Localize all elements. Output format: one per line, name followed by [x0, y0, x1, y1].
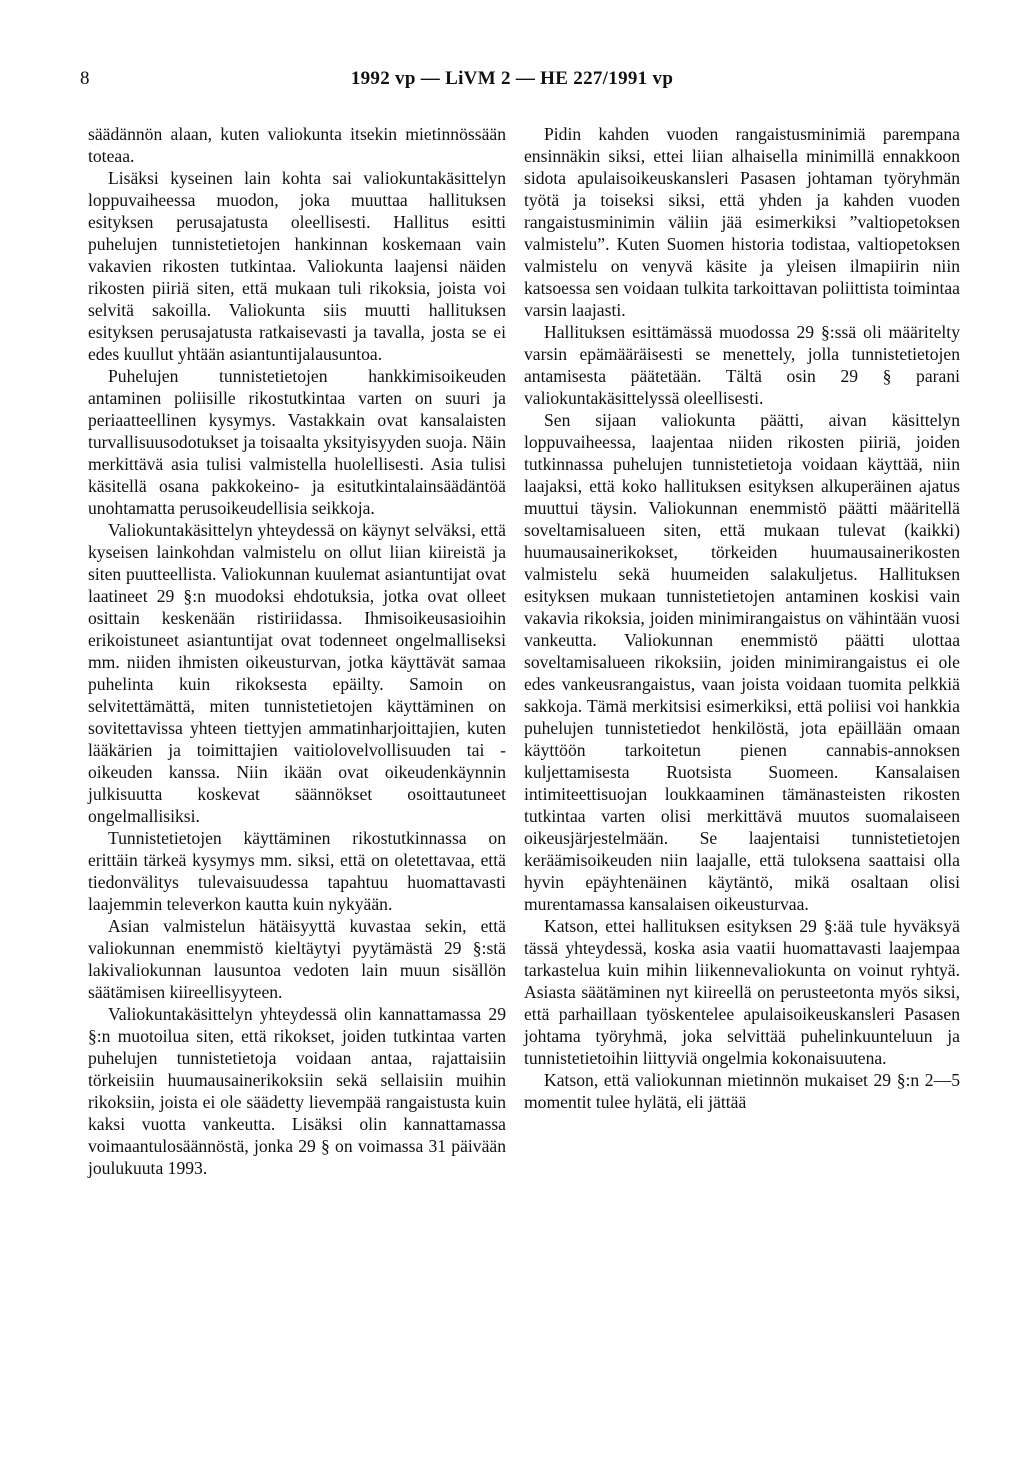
left-column	[88, 123, 506, 1179]
paragraph: Katson, ettei hallituksen esityksen 29 §:ää tule hyväksyä tässä yhteydessä, koska asia vaatii huomattavasti laajempaa tarkastelua kuin mihin liikennevaliokunta on voinut ryhtyä. Asiasta säätäminen nyt kiireellä on perusteetonta myös siksi, että parhaillaan työskentelee apulaisoikeuskansleri Pasasen johtama työryhmä, joka selvittää puhelinkuunteluun ja tunnistetietoihin liittyviä ongelmia kokonaisuutena.	[524, 916, 960, 1068]
paragraph: Sen sijaan valiokunta päätti, aivan käsittelyn loppuvaiheessa, laajentaa niiden rikosten piiriä, joiden tutkinnassa puhelujen tunnistetietoja voidaan käyttää, niin laajaksi, että koko hallituksen esityksen alkuperäinen ajatus muuttui täysin. Valiokunnan enemmistö päätti määritellä soveltamisalueen siten, että mukaan tulevat (kaikki) huumausainerikokset, törkeiden huumausainerikosten valmistelu sekä huumeiden salakuljetus. Hallituksen esityksen mukaan tunnistetietojen antaminen koskisi vain vakavia rikoksia, joiden minimirangaistus on vähintään vuosi vankeutta. Valiokunnan enemmistö päätti ulottaa soveltamisalueen rikoksiin, joiden minimirangaistus ei ole edes vankeusrangaistus, vaan joista voidaan tuomita pelkkiä sakkoja. Tämä merkitsisi esimerkiksi, että poliisi voi hankkia puhelujen tunnistetiedot henkilöstä, jota epäillään omaan käyttöön tarkoitetun pienen cannabis-annoksen kuljettamisesta Ruotsista Suomeen. Kansalaisen intimiteettisuojan loukkaaminen tämänasteisten rikosten tutkintaa varten olisi merkittävä muutos suomalaiseen oikeusjärjestelmään. Se laajentaisi tunnistetietojen keräämisoikeuden niin laajalle, että tuloksena saattaisi olla hyvin epäyhtenäinen käytäntö, mikä osaltaan olisi murentamassa kansalaisen oikeusturvaa.	[524, 410, 960, 914]
page-number: 8	[80, 68, 90, 89]
paragraph: Katson, että valiokunnan mietinnön mukaiset 29 §:n 2—5 momentit tulee hylätä, eli jättää	[524, 1070, 960, 1112]
paragraph: Valiokuntakäsittelyn yhteydessä olin kannattamassa 29 §:n muotoilua siten, että rikokset, joiden tutkintaa varten puhelujen tunnistetietoja voidaan antaa, rajattaisiin törkeisiin huumausainerikoksiin sekä sellaisiin muihin rikoksiin, joista ei ole säädetty lievempää rangaistusta kuin kaksi vuotta vankeutta. Lisäksi olin kannattamassa voimaantulosäännöstä, jonka 29 § on voimassa 31 päivään joulukuuta 1993.	[88, 1004, 506, 1178]
paragraph: Lisäksi kyseinen lain kohta sai valiokuntakäsittelyn loppuvaiheessa muodon, joka muuttaa hallituksen esityksen perusajatusta oleellisesti. Hallitus esitti puhelujen tunnistetietojen hankinnan koskemaan vain vakavien rikosten tutkintaa. Valiokunta laajensi näiden rikosten piiriä siten, että mukaan tuli rikoksia, joista voi selvitä sakoilla. Valiokunta siis muutti hallituksen esityksen perusajatusta ratkaisevasti ja tavalla, josta se ei edes kuullut yhtään asiantuntijalausuntoa.	[88, 168, 506, 364]
paragraph: Pidin kahden vuoden rangaistusminimiä parempana ensinnäkin siksi, ettei liian alhaisella minimillä ennakkoon sidota apulaisoikeuskansleri Pasasen johtaman työryhmän työtä ja toiseksi siksi, että yhden ja kahden vuoden rangaistusminimin väliin jää esimerkiksi ”valtiopetoksen valmistelu”. Kuten Suomen historia todistaa, valtiopetoksen valmistelu on venyvä käsite ja yleisen ilmapiirin niin katsoessa sen voidaan tulkita tarkoittavan poliittista toimintaa varsin laajasti.	[524, 124, 960, 320]
paragraph: Tunnistetietojen käyttäminen rikostutkinnassa on erittäin tärkeä kysymys mm. siksi, että on oletettavaa, että tiedonvälitys tulevaisuudessa tapahtuu huomattavasti laajemmin televerkon kautta kuin nykyään.	[88, 828, 506, 914]
paragraph: säädännön alaan, kuten valiokunta itsekin mietinnössään toteaa.	[88, 124, 506, 166]
paragraph: Asian valmistelun hätäisyyttä kuvastaa sekin, että valiokunnan enemmistö kieltäytyi pyytämästä 29 §:stä lakivaliokunnan lausuntoa vedoten lain muun sisällön säätämisen kiireellisyyteen.	[88, 916, 506, 1002]
paragraph: Hallituksen esittämässä muodossa 29 §:ssä oli määritelty varsin epämääräisesti se menettely, jolla tunnistetietojen antamisesta päätetään. Tältä osin 29 § parani valiokuntakäsittelyssä oleellisesti.	[524, 322, 960, 408]
paragraph: Valiokuntakäsittelyn yhteydessä on käynyt selväksi, että kyseisen lainkohdan valmistelu on ollut liian kiireistä ja siten puutteellista. Valiokunnan kuulemat asiantuntijat ovat laatineet 29 §:n muodoksi ehdotuksia, jotka ovat olleet osittain keskenään ristiriidassa. Ihmisoikeusasioihin erikoistuneet asiantuntijat ovat todenneet ongelmalliseksi mm. niiden ihmisten oikeusturvan, jotka käyttävät samaa puhelinta kuin rikoksesta epäilty. Samoin on selvitettämättä, miten tunnistetietojen käyttäminen on sovitettavissa yhteen tiettyjen ammatinharjoittajien, kuten lääkärien ja toimittajien vaitiolovelvollisuuden tai -oikeuden kanssa. Niin ikään ovat oikeudenkäynnin julkisuutta koskevat säännökset osoittautuneet ongelmallisiksi.	[88, 520, 506, 826]
right-column	[524, 123, 960, 1113]
paragraph: Puhelujen tunnistetietojen hankkimisoikeuden antaminen poliisille rikostutkintaa varten on suuri ja periaatteellinen kysymys. Vastakkain ovat kansalaisten turvallisuusodotukset ja toisaalta yksityisyyden suoja. Näin merkittävä asia tulisi valmistella huolellisesti. Asia tulisi käsitellä osana pakkokeino- ja esitutkintalainsäädäntöä unohtamatta perusoikeudellisia seikkoja.	[88, 366, 506, 518]
running-head: 1992 vp — LiVM 2 — HE 227/1991 vp	[350, 68, 674, 89]
